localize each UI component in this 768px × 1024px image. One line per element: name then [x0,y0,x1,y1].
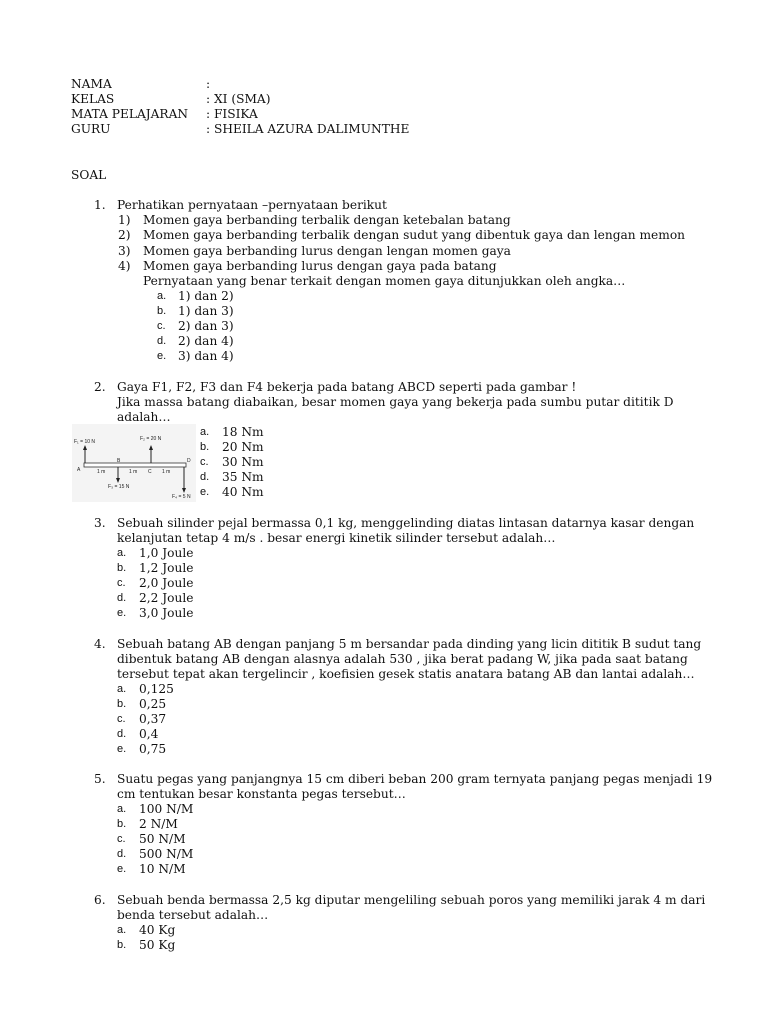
question-text-line: benda tersebut adalah… [117,908,269,922]
question-text-line: Sebuah batang AB dengan panjang 5 m bersandar pada dinding yang licin dititik B sudut tang [117,637,702,651]
option-text: 2) dan 4) [178,334,234,348]
option-text: 2) dan 3) [178,319,234,333]
option-text: 2,2 Joule [139,591,194,605]
option-letter: b. [117,939,127,951]
option-letter: d. [117,592,127,604]
option-text: 100 N/M [139,802,194,816]
option-letter: c. [200,456,209,468]
question-number: 4. [94,637,106,651]
option-text: 40 Kg [139,923,176,937]
option-text: 50 Kg [139,938,176,952]
header-label-mapel: MATA PELAJARAN [71,107,189,121]
label-distance-3: 1 m [162,469,171,475]
question-prompt: Pernyataan yang benar terkait dengan momen gaya ditunjukkan oleh angka… [143,274,626,288]
question-number: 1. [94,198,106,212]
question-number: 3. [94,516,106,530]
header-label-kelas: KELAS [71,92,115,106]
option-letter: a. [157,290,167,302]
option-text: 1) dan 3) [178,304,234,318]
option-text: 18 Nm [222,425,264,439]
option-text: 30 Nm [222,455,264,469]
header-label-guru: GURU [71,122,111,136]
option-letter: a. [117,924,127,936]
question-text: Perhatikan pernyataan –pernyataan berikut [117,198,387,212]
question-text-line: Suatu pegas yang panjangnya 15 cm diberi beban 200 gram ternyata panjang pegas menjadi 19 [117,772,713,786]
option-text: 10 N/M [139,862,186,876]
option-text: 1) dan 2) [178,289,234,303]
option-text: 35 Nm [222,470,264,484]
option-text: 0,37 [139,712,167,726]
force-diagram [72,424,196,502]
label-point-b: B [117,458,121,464]
option-text: 500 N/M [139,847,194,861]
option-text: 3,0 Joule [139,606,194,620]
option-letter: d. [200,471,210,483]
question-text-line: tersebut tepat akan tergelincir , koefisien gesek statis anatara batang AB dan lantai adalah… [117,667,695,681]
label-distance-1: 1 m [97,469,106,475]
option-letter: c. [117,833,126,845]
option-letter: e. [117,607,127,619]
option-letter: c. [117,713,126,725]
statement-number: 3) [118,244,131,258]
option-letter: e. [200,486,210,498]
option-text: 1,0 Joule [139,546,194,560]
statement-text: Momen gaya berbanding terbalik dengan sudut yang dibentuk gaya dan lengan memon [143,228,686,242]
option-letter: a. [117,683,127,695]
option-letter: d. [117,848,127,860]
label-f1: F₁ = 10 N [74,439,96,445]
option-letter: a. [200,426,210,438]
header-value-mapel: : FISIKA [206,107,258,121]
label-f4: F₄ = 5 N [172,494,191,500]
option-letter: c. [157,320,166,332]
option-text: 50 N/M [139,832,186,846]
option-text: 0,75 [139,742,167,756]
question-number: 6. [94,893,106,907]
question-text-line: Jika massa batang diabaikan, besar momen gaya yang bekerja pada sumbu putar dititik D [117,395,674,409]
option-letter: b. [117,698,127,710]
label-f2: F₂ = 20 N [140,436,162,442]
label-f3: F₃ = 15 N [108,484,130,490]
option-letter: b. [157,305,167,317]
label-point-d: D [187,458,191,464]
option-text: 3) dan 4) [178,349,234,363]
question-text-line: kelanjutan tetap 4 m/s . besar energi kinetik silinder tersebut adalah… [117,531,556,545]
option-letter: b. [117,562,127,574]
header-label-nama: NAMA [71,77,112,91]
question-text-line: Sebuah benda bermassa 2,5 kg diputar mengeliling sebuah poros yang memiliki jarak 4 m dari [117,893,706,907]
question-text-line: cm tentukan besar konstanta pegas tersebut… [117,787,406,801]
option-text: 2 N/M [139,817,178,831]
option-letter: e. [117,743,127,755]
question-text-line: Gaya F1, F2, F3 dan F4 bekerja pada batang ABCD seperti pada gambar ! [117,380,577,394]
header-value-guru: : SHEILA AZURA DALIMUNTHE [206,122,410,136]
statement-text: Momen gaya berbanding lurus dengan lengan momen gaya [143,244,511,258]
statement-number: 4) [118,259,131,273]
option-letter: a. [117,547,127,559]
option-text: 2,0 Joule [139,576,194,590]
statement-number: 2) [118,228,131,242]
label-point-a: A [77,467,81,473]
question-text-line: Sebuah silinder pejal bermassa 0,1 kg, menggelinding diatas lintasan datarnya kasar dengan [117,516,695,530]
question-text-line: dibentuk batang AB dengan alasnya adalah 530 , jika berat padang W, jika pada saat batang [117,652,688,666]
option-text: 1,2 Joule [139,561,194,575]
section-title: SOAL [71,168,107,182]
option-letter: b. [117,818,127,830]
option-letter: c. [117,577,126,589]
option-text: 0,25 [139,697,167,711]
statement-text: Momen gaya berbanding lurus dengan gaya pada batang [143,259,497,273]
statement-number: 1) [118,213,131,227]
label-distance-2: 1 m [129,469,138,475]
option-text: 40 Nm [222,485,264,499]
option-letter: e. [117,863,127,875]
option-letter: d. [117,728,127,740]
option-text: 0,125 [139,682,174,696]
statement-text: Momen gaya berbanding terbalik dengan ketebalan batang [143,213,511,227]
option-letter: d. [157,335,167,347]
label-point-c: C [148,469,152,475]
option-text: 20 Nm [222,440,264,454]
option-letter: e. [157,350,167,362]
beam-diagram-svg [72,424,196,502]
question-text-line: adalah… [117,410,171,424]
header-value-kelas: : XI (SMA) [206,92,271,106]
option-letter: a. [117,803,127,815]
header-value-nama: : [206,77,211,91]
option-text: 0,4 [139,727,159,741]
question-number: 5. [94,772,106,786]
beam [84,463,186,467]
question-number: 2. [94,380,106,394]
option-letter: b. [200,441,210,453]
